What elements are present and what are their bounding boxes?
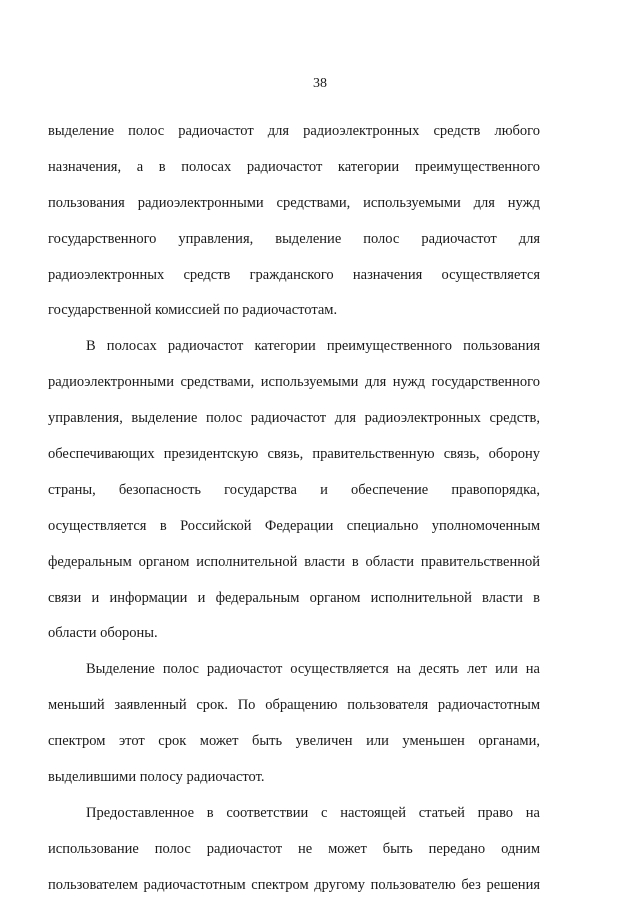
- text-line: Выделение полос радиочастот осуществляется на десять лет или на: [86, 661, 540, 678]
- text-line: использование полос радиочастот не может быть передано одним: [48, 840, 540, 857]
- text-line: федеральным органом исполнительной власти в области правительственной: [48, 553, 540, 570]
- text-line: выделение полос радиочастот для радиоэлектронных средств любого: [48, 123, 540, 139]
- page-number: 38: [313, 76, 327, 91]
- paragraph-1: [48, 114, 540, 329]
- text-line: пользования радиоэлектронными средствами, используемыми для нужд: [48, 194, 540, 211]
- paragraph-3: [48, 652, 540, 796]
- text-line: осуществляется в Российской Федерации специально уполномоченным: [48, 517, 540, 534]
- text-line: меньший заявленный срок. По обращению пользователя радиочастотным: [48, 697, 540, 714]
- text-line: управления, выделение полос радиочастот для радиоэлектронных средств,: [48, 410, 540, 427]
- text-line: страны, безопасность государства и обеспечение правопорядка,: [48, 481, 540, 498]
- text-line: государственного управления, выделение полос радиочастот для: [48, 230, 540, 247]
- text-line: области обороны.: [48, 625, 158, 642]
- text-line: выделившими полосу радиочастот.: [48, 769, 265, 786]
- text-line: В полосах радиочастот категории преимущественного пользования: [86, 338, 540, 355]
- paragraph-2: [48, 329, 540, 652]
- text-line: радиоэлектронными средствами, используемыми для нужд государственного: [48, 374, 540, 391]
- text-line: назначения, а в полосах радиочастот категории преимущественного: [48, 158, 540, 175]
- text-line: Предоставленное в соответствии с настоящей статьей право на: [86, 804, 540, 821]
- text-line: спектром этот срок может быть увеличен или уменьшен органами,: [48, 733, 540, 750]
- text-line: радиоэлектронных средств гражданского назначения осуществляется: [48, 266, 540, 283]
- text-line: пользователем радиочастотным спектром другому пользователю без решения: [48, 876, 540, 893]
- paragraph-4: [48, 796, 540, 904]
- text-line: обеспечивающих президентскую связь, правительственную связь, оборону: [48, 446, 540, 463]
- text-line: государственной комиссией по радиочастотам.: [48, 302, 338, 319]
- document-body: [48, 114, 540, 904]
- text-line: связи и информации и федеральным органом исполнительной власти в: [48, 589, 540, 606]
